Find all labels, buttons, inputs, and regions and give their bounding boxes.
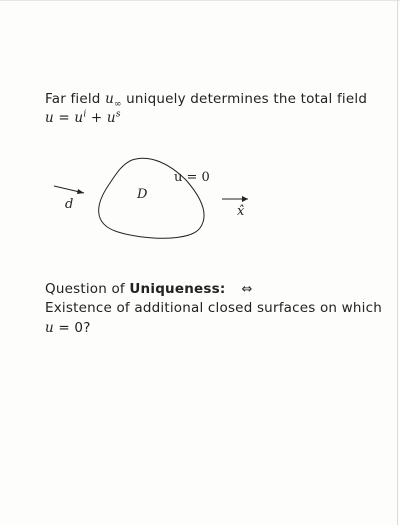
equals-sign: = bbox=[53, 110, 75, 126]
existence-line: Existence of additional closed surfaces on which bbox=[45, 300, 383, 316]
condition-rest: = 0? bbox=[53, 320, 91, 336]
incident-field-u: u bbox=[74, 110, 84, 126]
incident-superscript: i bbox=[83, 109, 87, 120]
scattered-superscript: s bbox=[115, 109, 121, 120]
observation-arrowhead bbox=[242, 196, 248, 202]
question-line bbox=[45, 281, 253, 297]
scattering-diagram bbox=[40, 150, 280, 250]
page-edge-right bbox=[397, 0, 398, 525]
observation-direction-label: x̂ bbox=[237, 204, 245, 219]
uniqueness-keyword: Uniqueness: bbox=[129, 281, 226, 297]
statement-line-1 bbox=[45, 91, 368, 110]
plus-sign: + bbox=[86, 110, 107, 126]
question-prefix: Question of bbox=[45, 281, 130, 297]
page-edge-top bbox=[0, 0, 400, 1]
total-field-u: u bbox=[45, 110, 54, 126]
statement-text-start: Far field bbox=[45, 91, 106, 107]
far-field-subscript: ∞ bbox=[113, 99, 122, 110]
scattered-field-u: u bbox=[106, 110, 116, 126]
boundary-condition-label: u = 0 bbox=[174, 170, 210, 185]
statement-text-end: uniquely determines the total field bbox=[121, 91, 368, 107]
condition-line bbox=[45, 320, 91, 336]
far-field-u: u bbox=[105, 91, 114, 107]
equivalence-symbol: ⇔ bbox=[241, 282, 253, 297]
condition-u: u bbox=[45, 320, 54, 336]
obstacle-region-label: D bbox=[137, 187, 148, 202]
incident-direction-label: d bbox=[65, 197, 74, 212]
total-field-equation bbox=[45, 110, 121, 126]
far-field-symbol bbox=[105, 91, 122, 110]
